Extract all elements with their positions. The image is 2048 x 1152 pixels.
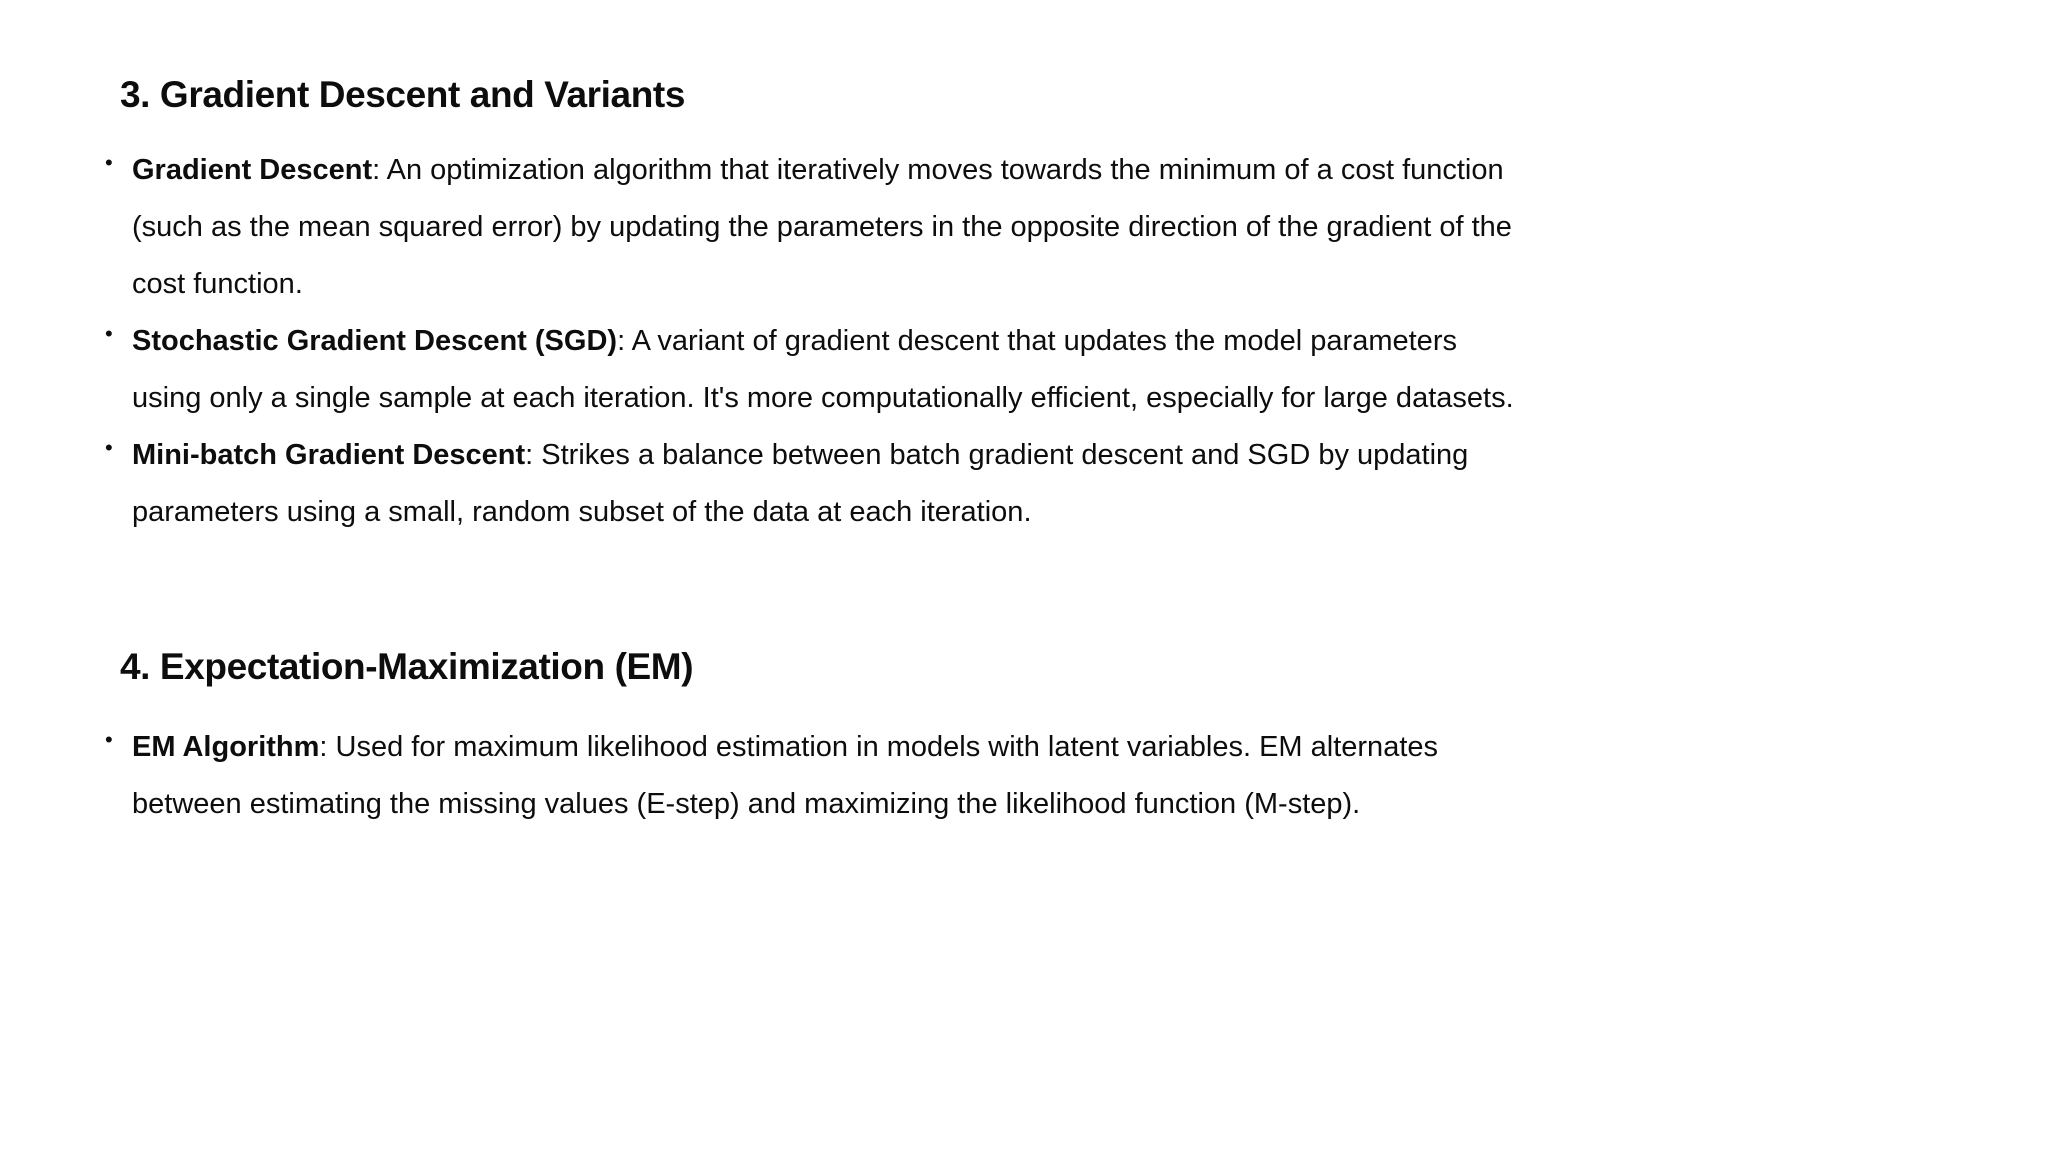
term-description: : Strikes a balance between batch gradient descent and SGD by updating parameters using a small, random subset of the data at each iteration.: [132, 439, 1469, 528]
term-description: : Used for maximum likelihood estimation in models with latent variables. EM alternates between estimating the missing values (E-step) and maximizing the likelihood function (M-step).: [132, 731, 1439, 820]
term-label: Mini-batch Gradient Descent: [132, 439, 526, 471]
section-heading-em: 4. Expectation-Maximization (EM): [120, 646, 694, 687]
bullet-icon: •: [105, 321, 113, 346]
list-item-em-algorithm: [105, 719, 1520, 833]
list-item-mini-batch: [105, 427, 1520, 541]
section-heading-gradient-descent: 3. Gradient Descent and Variants: [120, 74, 686, 115]
bullet-icon: •: [105, 150, 113, 175]
bullet-icon: •: [105, 727, 113, 752]
list-item-sgd: [105, 313, 1520, 427]
list-item-gradient-descent: [105, 142, 1520, 313]
gradient-descent-list: [105, 142, 1520, 541]
em-list: [105, 719, 1520, 833]
term-description: : An optimization algorithm that iteratively moves towards the minimum of a cost function (such as the mean squared error) by updating the parameters in the opposite direction of the gradient of the cost function.: [132, 154, 1512, 300]
bullet-icon: •: [105, 435, 113, 460]
term-label: Stochastic Gradient Descent (SGD): [132, 325, 618, 357]
term-label: EM Algorithm: [132, 731, 320, 763]
term-description: : A variant of gradient descent that updates the model parameters using only a single sample at each iteration. It's more computationally efficient, especially for large datasets.: [132, 325, 1514, 414]
term-label: Gradient Descent: [132, 154, 373, 186]
